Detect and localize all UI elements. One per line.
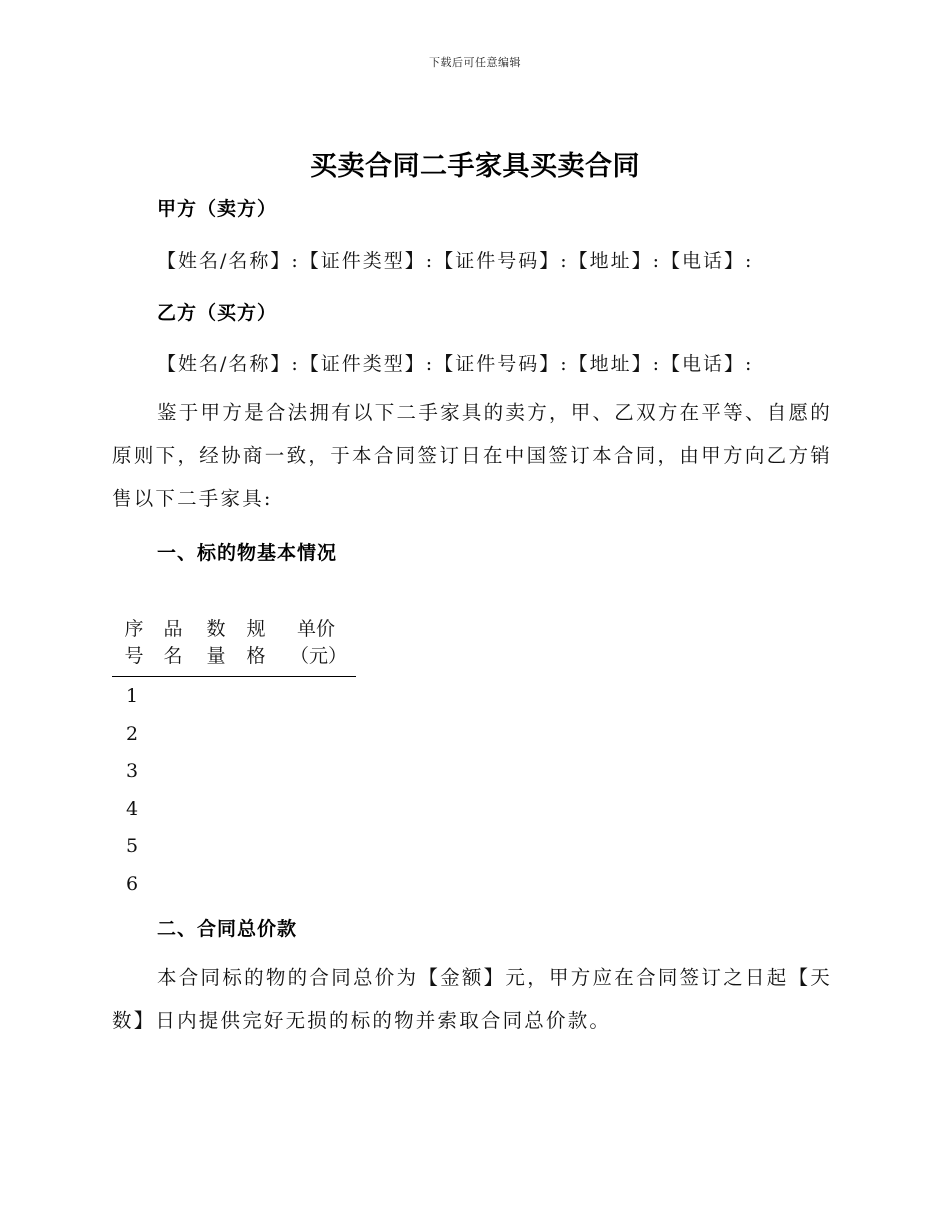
table-body	[112, 677, 356, 902]
row-number: 6	[126, 872, 139, 895]
section2-heading: 二、合同总价款	[157, 918, 298, 940]
table-row	[112, 715, 356, 753]
document-title: 买卖合同二手家具买卖合同	[310, 151, 640, 182]
row-number: 1	[126, 685, 139, 707]
row-number: 4	[126, 797, 139, 820]
section2-paragraph: 本合同标的物的合同总价为【金额】元，甲方应在合同签订之日起【天数】日内提供完好无损的标的物并索取合同总价款。	[112, 966, 832, 1032]
table-header-row	[112, 588, 356, 677]
table-row	[112, 790, 356, 828]
buyer-fields: 【姓名/名称】:【证件类型】:【证件号码】:【地址】:【电话】:	[157, 353, 754, 375]
table-row	[112, 865, 356, 903]
intro-paragraph: 鉴于甲方是合法拥有以下二手家具的卖方，甲、乙双方在平等、自愿的原则下，经协商一致，于本合同签订日在中国签订本合同，由甲方向乙方销售以下二手家具:	[112, 401, 832, 510]
col-header-spec: 规格	[246, 618, 266, 667]
row-number: 5	[126, 835, 139, 857]
table-row	[112, 827, 356, 865]
seller-fields: 【姓名/名称】:【证件类型】:【证件号码】:【地址】:【电话】:	[157, 250, 754, 272]
row-number: 3	[126, 760, 139, 782]
col-header-qty: 数量	[206, 618, 226, 667]
col-header-price: 单价（元）	[290, 618, 348, 667]
table-row	[112, 677, 356, 715]
goods-table	[112, 588, 356, 902]
col-header-name: 品名	[163, 618, 183, 667]
buyer-heading: 乙方（买方）	[157, 302, 278, 324]
row-number: 2	[126, 722, 139, 745]
section1-heading: 一、标的物基本情况	[157, 542, 338, 564]
col-header-seq: 序号	[124, 618, 144, 667]
table-row	[112, 752, 356, 790]
page-header-note: 下载后可任意编辑	[429, 56, 521, 69]
seller-heading: 甲方（卖方）	[157, 198, 278, 220]
